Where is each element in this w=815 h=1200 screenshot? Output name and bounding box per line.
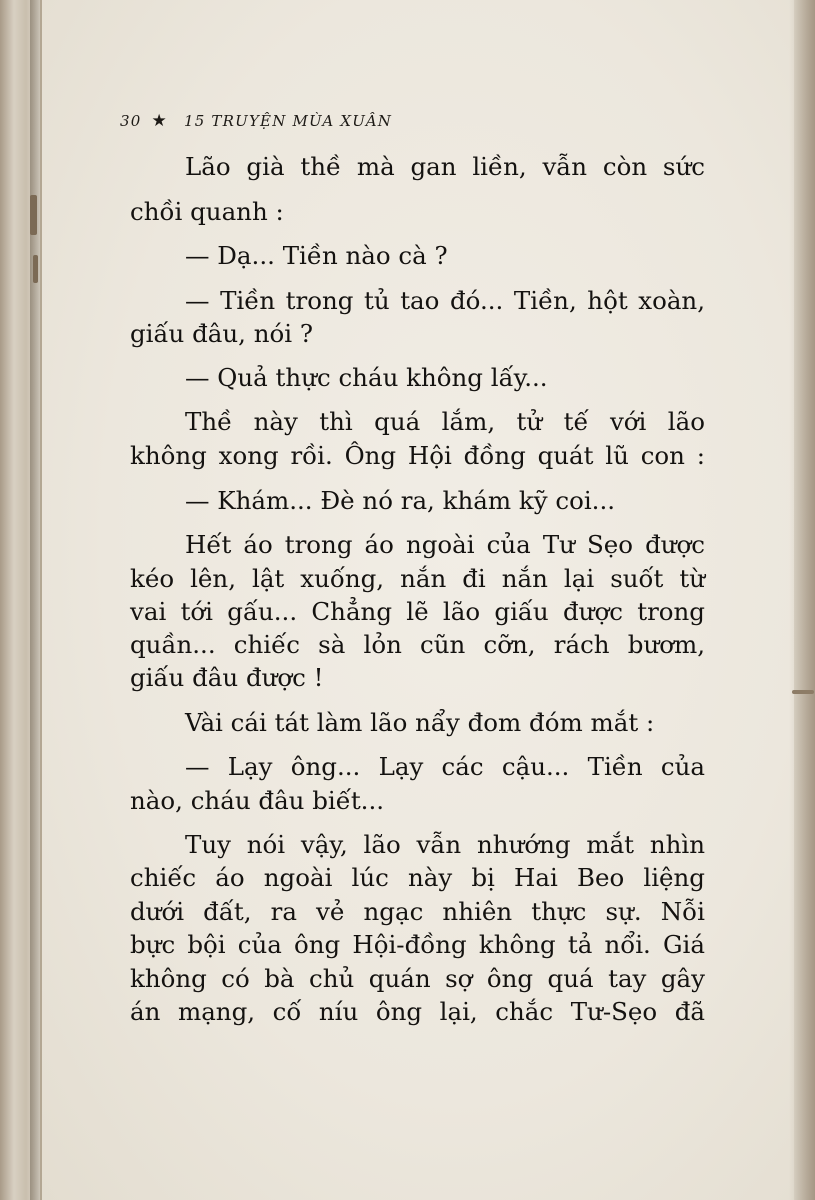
paper-damage-mark [33, 255, 38, 283]
text-line: quần... chiếc sà lỏn cũn cỡn, rách bươm, [130, 630, 705, 659]
star-icon: ★ [151, 111, 168, 131]
text-line: không có bà chủ quán sợ ông quá tay gây [130, 964, 705, 993]
text-line: vai tới gấu... Chẳng lẽ lão giấu được trong [130, 597, 705, 626]
page-edge-shadow [789, 0, 815, 1200]
text-line: Hết áo trong áo ngoài của Tư Sẹo được [185, 530, 705, 559]
text-line: Tuy nói vậy, lão vẫn nhướng mắt nhìn [185, 830, 705, 859]
text-line: dưới đất, ra vẻ ngạc nhiên thực sự. Nỗi [130, 897, 705, 926]
text-line: giấu đâu được ! [130, 663, 324, 692]
text-line: kéo lên, lật xuống, nắn đi nắn lại suốt từ [130, 564, 705, 593]
text-line: chồi quanh : [130, 197, 284, 226]
text-line: — Khám... Đè nó ra, khám kỹ coi... [185, 486, 616, 515]
text-line: không xong rồi. Ông Hội đồng quát lũ con : [130, 441, 705, 470]
text-line: Thề này thì quá lắm, tử tế với lão [185, 407, 705, 436]
book-title: 15 TRUYỆN MÙA XUÂN [183, 112, 393, 130]
text-line: — Tiền trong tủ tao đó... Tiền, hột xoàn, [185, 286, 705, 315]
text-line: Lão già thề mà gan liền, vẫn còn sức [185, 152, 705, 181]
paper-damage-mark [792, 690, 814, 694]
paper-damage-mark [30, 195, 37, 235]
text-line: — Dạ... Tiền nào cà ? [185, 241, 448, 270]
text-line: nào, cháu đâu biết... [130, 786, 385, 815]
text-line: bực bội của ông Hội-đồng không tả nổi. Giá [130, 930, 705, 959]
page-number: 30 [120, 112, 142, 130]
running-header [120, 111, 392, 131]
text-line: án mạng, cố níu ông lại, chắc Tư-Sẹo đã [130, 997, 705, 1026]
text-line: — Lạy ông... Lạy các cậu... Tiền của [185, 752, 705, 781]
text-line: giấu đâu, nói ? [130, 319, 314, 348]
text-line: chiếc áo ngoài lúc này bị Hai Beo liệng [130, 863, 705, 892]
text-line: Vài cái tát làm lão nẩy đom đóm mắt : [185, 708, 655, 737]
text-line: — Quả thực cháu không lấy... [185, 363, 548, 392]
